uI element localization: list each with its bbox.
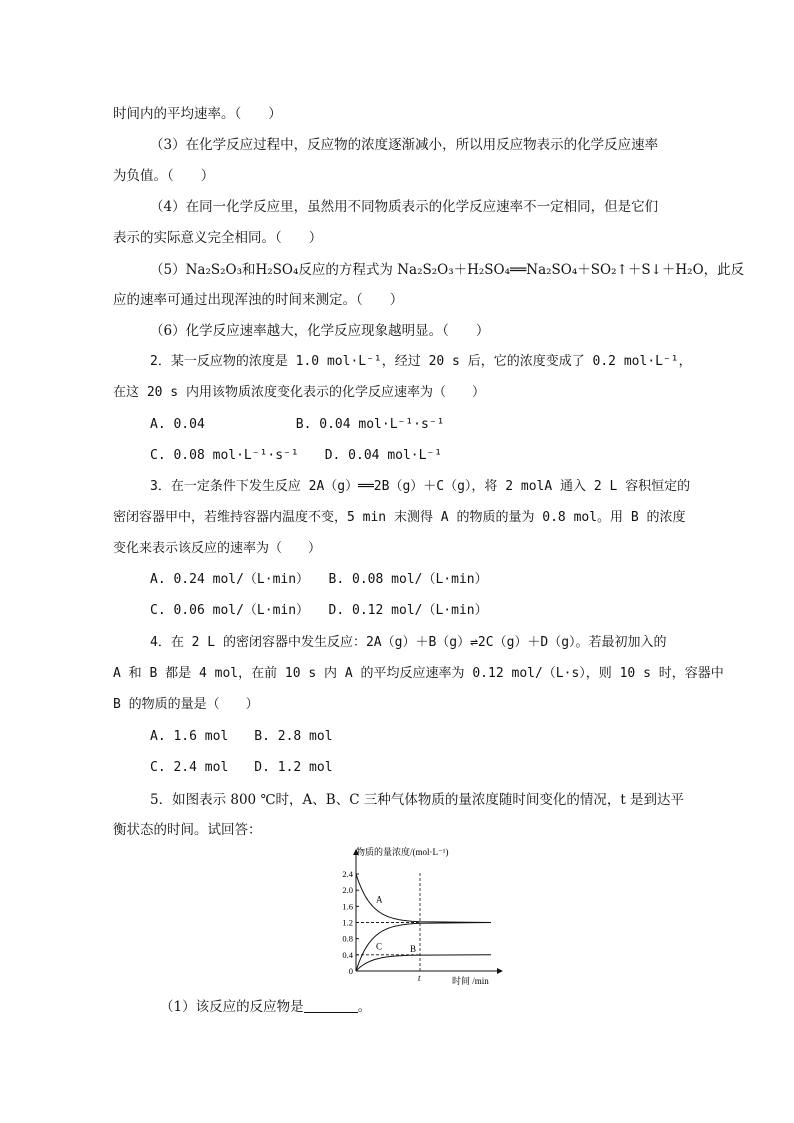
question-4-stem-end: B 的物质的量是（ ） [113,697,259,712]
series-label-A: A [376,894,383,905]
q4-options-cd: C. 2.4 mol D. 1.2 mol [150,760,333,775]
chart-axes [356,852,500,971]
y-tick-label: 0 [348,966,353,976]
text-line-6: （5）Na₂S₂O₃和H₂SO₄反应的方程式为 Na₂S₂O₃＋H₂SO₄══Na₂SO₄＋SO₂↑＋S↓＋H₂O，此反 [150,262,745,278]
question-3-stem-end: 变化来表示该反应的速率为（ ） [113,541,322,556]
y-tick-label: 0.8 [342,933,353,944]
text-line-4: （4）在同一化学反应里，虽然用不同物质表示的化学反应速率不一定相同，但是它们 [150,199,659,215]
text-line-7: 应的速率可通过出现浑浊的时间来测定。（ ） [113,292,404,308]
text-line-5: 表示的实际意义完全相同。（ ） [113,230,323,246]
answer-blank[interactable] [304,998,358,1013]
question-4-stem: 4．在 2 L 的密闭容器中发生反应：2A（g）＋B（g）⇌2C（g）＋D（g）。若最初加入的 [150,635,667,650]
y-tick-label: 0.4 [342,949,353,960]
text-line-2: （3）在化学反应过程中，反应物的浓度逐渐减小，所以用反应物表示的化学反应速率 [150,137,659,153]
x-axis-label: 时间 /min [452,976,489,986]
series-label-B: B [410,943,417,954]
concentration-time-chart [334,846,504,991]
q3-options-ab: A. 0.24 mol/（L·min） B. 0.08 mol/（L·min） [150,572,488,587]
question-4-stem-cont: A 和 B 都是 4 mol，在前 10 s 内 A 的平均反应速率为 0.12 mol/（L·s），则 10 s 时，容器中 [113,666,724,681]
question-2-stem-cont: 在这 20 s 内用该物质浓度变化表示的化学反应速率为（ ） [113,385,485,400]
q3-options-cd: C. 0.06 mol/（L·min） D. 0.12 mol/（L·min） [150,603,488,618]
x-tick-t: t [418,973,421,983]
q2-options-cd: C. 0.08 mol·L⁻¹·s⁻¹ D. 0.04 mol·L⁻¹ [150,448,443,463]
question-3-stem-cont: 密闭容器甲中，若维持容器内温度不变，5 min 末测得 A 的物质的量为 0.8 mol。用 B 的浓度 [113,510,686,525]
q2-options-ab: A. 0.04 B. 0.04 mol·L⁻¹·s⁻¹ [150,417,445,432]
question-5-stem: 5．如图表示 800 ℃时，A、B、C 三种气体物质的量浓度随时间变化的情况，t 是到达平 [150,792,685,808]
text-line-8: （6）化学反应速率越大，化学反应现象越明显。（ ） [150,323,490,339]
y-tick-label: 2.0 [342,885,353,896]
question-2-stem: 2．某一反应物的浓度是 1.0 mol·L⁻¹，经过 20 s 后，它的浓度变成了 0.2 mol·L⁻¹， [150,354,692,369]
y-axis-label: 物质的量浓度/(mol·L⁻¹) [356,847,449,857]
part-1-text: （1）该反应的反应物是 [160,999,304,1015]
part-1-end: 。 [357,999,372,1015]
y-tick-label: 1.6 [342,901,353,912]
q4-options-ab: A. 1.6 mol B. 2.8 mol [150,729,333,744]
question-5-stem-cont: 衡状态的时间。试回答： [113,822,262,838]
series-label-C: C [376,941,383,952]
question-5-part-1 [160,997,371,1017]
question-3-stem: 3．在一定条件下发生反应 2A（g）══2B（g）＋C（g），将 2 molA 通入 2 L 容积恒定的 [150,479,691,494]
text-line-3: 为负值。（ ） [113,168,215,184]
series-line-B [356,955,491,971]
text-line-1: 时间内的平均速率。（ ） [113,106,282,122]
y-tick-label: 1.2 [342,917,353,928]
y-tick-label: 2.4 [342,869,353,879]
